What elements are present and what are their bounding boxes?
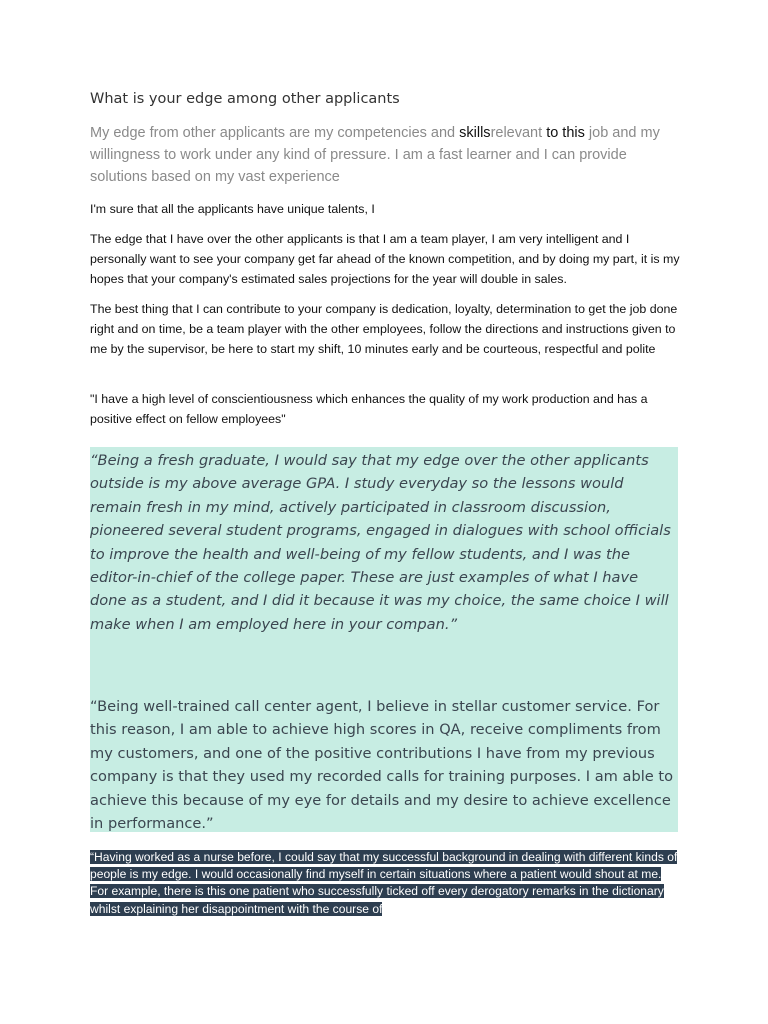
- intro-text-1: My edge from other applicants are my competencies and: [90, 125, 460, 141]
- intro-paragraph: [90, 122, 680, 188]
- intro-text-3: relevant: [490, 125, 547, 141]
- paragraph-team-player: The edge that I have over the other applicants is that I am a team player, I am very intelligent and I personally want to see your company get far ahead of the known competition, and by doing my part, it is my hopes that your company's estimated sales projections for the year will double in sales.: [90, 232, 680, 286]
- highlighted-paragraph-nurse: [90, 849, 680, 918]
- highlighted-text: “Having worked as a nurse before, I could say that my successful background in dealing with different kinds of people is my edge. I would occasionally find myself in certain situations where a patient would shout at me. For example, there is this one patient who successfully ticked off every derogatory remarks in the dictionary whilst explaining her disappointment with the course of: [90, 850, 678, 916]
- intro-text-skills: skills: [459, 125, 491, 141]
- quote-fresh-graduate: “Being a fresh graduate, I would say that my edge over the other applicants outside is my above average GPA. I study everyday so the lessons would remain fresh in my mind, actively participated in classroom discussion, pioneered several student programs, engaged in dialogues with school officials to improve the health and well-being of my fellow students, and I was the editor-in-chief of the college paper. These are just examples of what I have done as a student, and I did it because it was my choice, the same choice I will make when I am employed here in your compan.”: [90, 452, 671, 633]
- paragraph-unique-talents: I'm sure that all the applicants have unique talents, I: [90, 202, 375, 216]
- document-title: What is your edge among other applicants: [90, 91, 400, 107]
- intro-text-to-this: to this: [546, 125, 585, 141]
- paragraph-conscientiousness: "I have a high level of conscientiousness which enhances the quality of my work production and has a positive effect on fellow employees": [90, 392, 648, 426]
- intro-text-5: job and my willingness to work under any kind of pressure. I am a fast learner and I can provide solutions based on my vast experience: [90, 125, 660, 185]
- paragraph-best-contribution: The best thing that I can contribute to your company is dedication, loyalty, determination to get the job done right and on time, be a team player with the other employees, follow the directions and instructions given to me by the supervisor, be here to start my shift, 10 minutes early and be courteous, respectful and polite: [90, 302, 678, 356]
- quote-call-center-agent: “Being well-trained call center agent, I believe in stellar customer service. For this reason, I am able to achieve high scores in QA, receive compliments from my customers, and one of the positive contributions I have from my previous company is that they used my recorded calls for training purposes. I am able to achieve this because of my eye for details and my desire to achieve excellence in performance.”: [90, 698, 674, 833]
